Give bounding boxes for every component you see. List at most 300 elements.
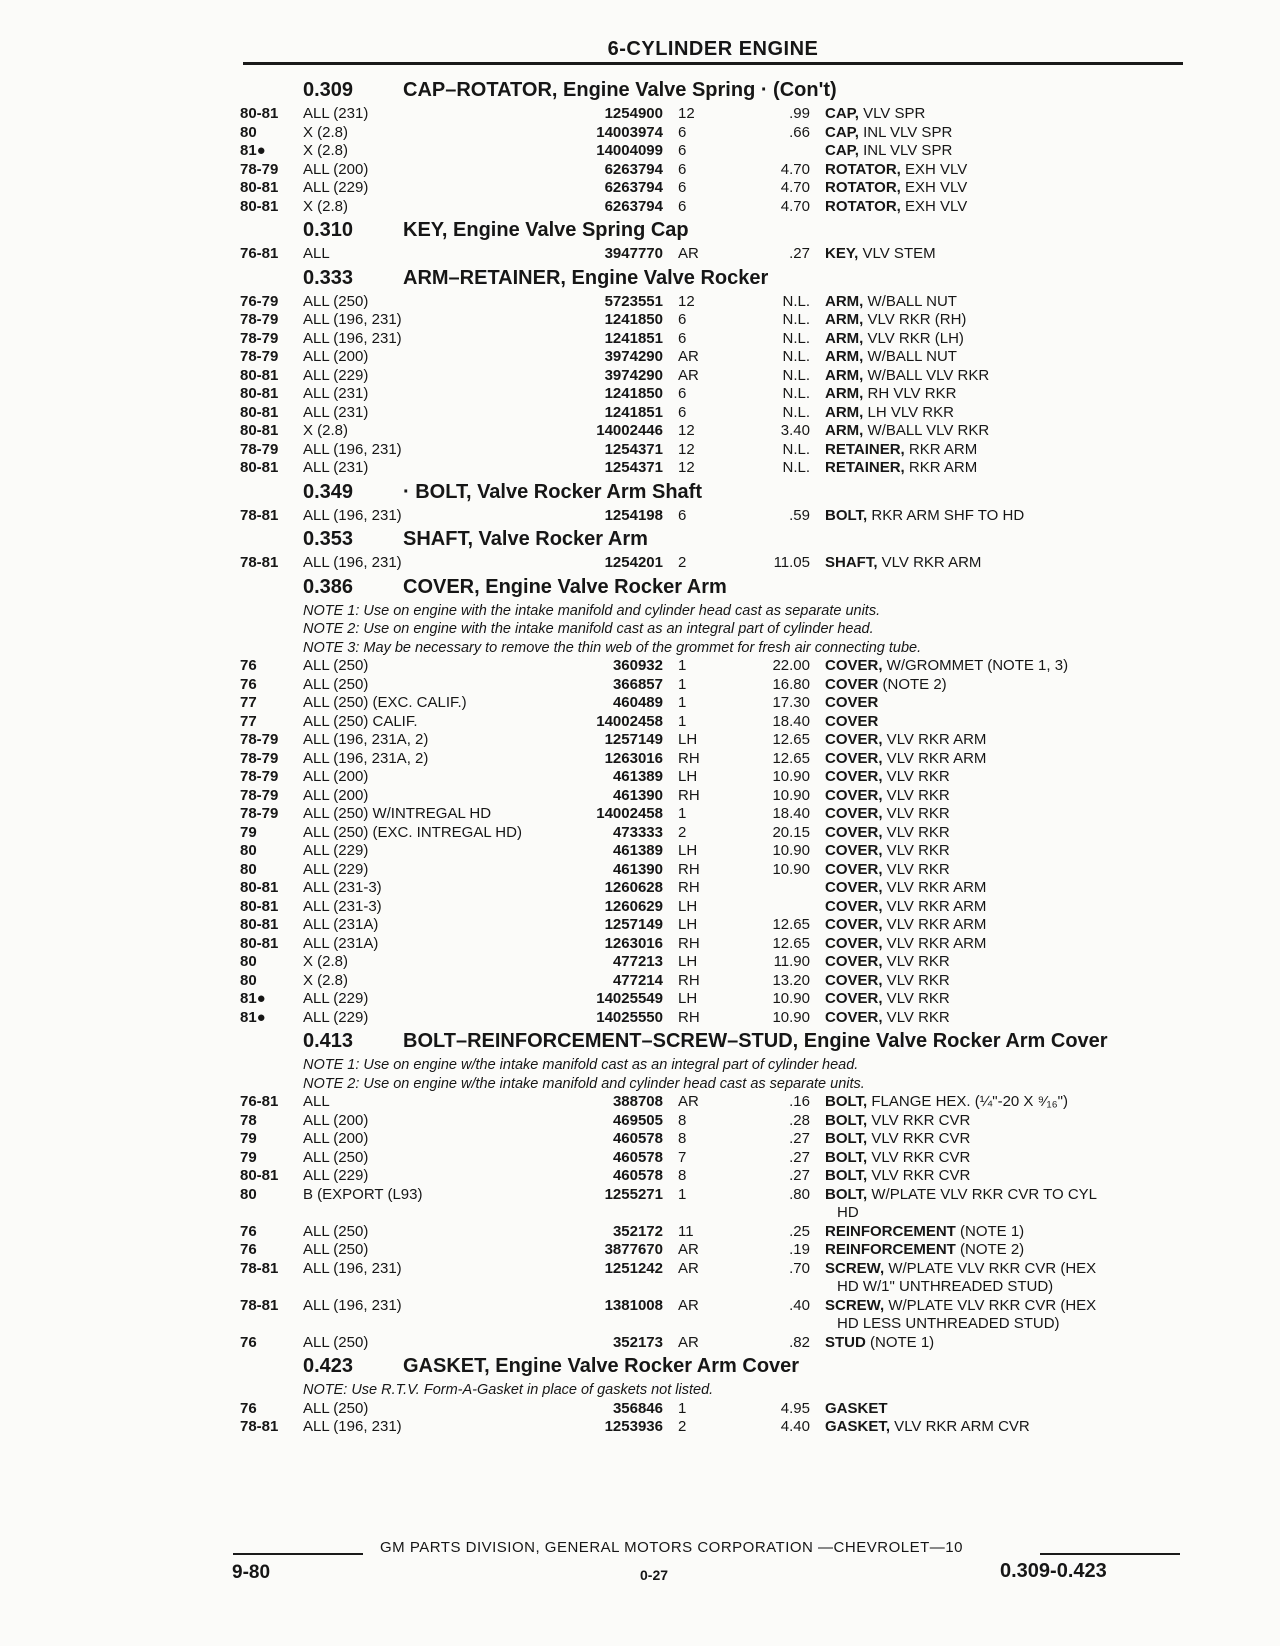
description-line [825,124,1185,143]
description-text: VLV RKR [882,860,950,878]
footer-section-range: 0.309-0.423 [1000,1560,1107,1582]
description-continuation: HD [837,1204,859,1221]
section-note: NOTE 1: Use on engine with the intake manifold and cylinder head cast as separate units. [303,602,881,619]
application: ALL (229) [303,1008,369,1026]
description-line [825,1009,1185,1028]
description-line [825,1093,1185,1112]
description-text: RKR ARM [904,459,978,476]
application: B (EXPORT (L93) [303,1185,423,1203]
part-number: 14002458 [596,712,663,730]
model-year: 80-81 [240,916,279,933]
price: .25 [789,1222,810,1240]
model-year: 81● [240,142,266,159]
description-keyword: SHAFT, [825,554,878,571]
section-header [240,76,1185,105]
part-number: 1260629 [604,897,663,915]
description-continuation: HD W/1" UNTHREADED STUD) [837,1278,1054,1295]
price: 4.40 [780,1418,810,1435]
price: 4.70 [780,179,810,196]
model-year: 80-81 [240,179,279,196]
section-title: KEY, Engine Valve Spring Cap [403,219,689,241]
description-keyword: ARM, [825,292,864,310]
description-line [825,694,1185,713]
description [825,898,1185,917]
application: ALL (229) [303,842,369,859]
application: ALL (250) [303,1399,369,1417]
price: 20.15 [772,823,810,841]
model-year: 80-81 [240,366,279,384]
part-number: 461389 [612,842,663,859]
model-year: 80-81 [240,197,279,215]
description [825,879,1185,898]
part-row [240,124,1185,143]
footer-page-number: 0-27 [640,1567,669,1583]
section-number: 0.349 [303,480,354,503]
part-row [240,1093,1185,1112]
application: ALL (250) [303,1333,369,1351]
part-number: 477213 [612,953,663,970]
part-row [240,161,1185,180]
description-line [825,348,1185,367]
description-keyword: COVER, [825,897,883,915]
part-row [240,787,1185,806]
price: .66 [789,123,810,141]
application: ALL (250) W/INTREGAL HD [303,805,492,822]
part-number: 5723551 [604,292,663,310]
price: 4.70 [780,160,810,178]
part-number: 14002446 [596,422,663,439]
description [825,293,1185,312]
application: ALL (196, 231) [303,506,402,524]
quantity: RH [678,786,700,804]
description-line [825,311,1185,330]
section-number: 0.423 [303,1355,354,1377]
part-row [240,916,1185,935]
description-text: VLV RKR [882,1008,950,1026]
part-number: 360932 [612,657,663,674]
model-year: 78-79 [240,749,279,767]
quantity: LH [678,990,698,1007]
section-note: NOTE 2: Use on engine w/the intake manifold and cylinder head cast as separate units. [303,1075,865,1092]
description-keyword: COVER, [825,842,883,859]
description-keyword: ARM, [825,385,864,402]
quantity: 11 [678,1222,694,1240]
section-title: GASKET, Engine Valve Rocker Arm Cover [403,1355,800,1377]
part-number: 14002458 [596,805,663,822]
price: 12.65 [772,934,810,952]
description-line [825,842,1185,861]
part-number: 1241850 [604,385,663,402]
price: .27 [789,1130,810,1147]
model-year: 80-81 [240,934,279,952]
application: ALL (231A) [303,916,379,933]
part-number: 14003974 [596,123,663,141]
description-text: W/PLATE VLV RKR CVR (HEX [884,1296,1097,1314]
description-text: VLV RKR (RH) [863,311,967,328]
description-text: W/BALL NUT [863,348,957,365]
price: 3.40 [780,422,810,439]
description [825,245,1185,264]
description-line [825,787,1185,806]
part-number: 3947770 [604,245,663,262]
model-year: 78-79 [240,160,279,178]
model-year: 76-79 [240,292,279,310]
description-text: EXH VLV [900,179,968,196]
description-line [825,142,1185,161]
description [825,142,1185,161]
description [825,1149,1185,1168]
part-row [240,1149,1185,1168]
section-note: NOTE 1: Use on engine w/the intake manifold cast as an integral part of cylinder head. [303,1057,859,1073]
model-year: 80-81 [240,897,279,915]
application: ALL (250) CALIF. [303,712,418,730]
description-text: (NOTE 2) [955,1241,1025,1258]
price: 10.90 [772,990,810,1007]
part-row [240,142,1185,161]
part-row [240,245,1185,264]
part-row [240,805,1185,824]
application: ALL (196, 231) [303,1296,402,1314]
quantity: 6 [678,311,687,328]
model-year: 80-81 [240,879,279,896]
description-keyword: SCREW, [825,1259,885,1277]
description [825,348,1185,367]
quantity: RH [678,934,700,952]
description-text: INL VLV SPR [858,142,953,159]
description-keyword: BOLT, [825,1111,868,1129]
description-keyword: ARM, [825,422,864,439]
quantity: 6 [678,329,687,347]
description-text: FLANGE HEX. (¼"-20 X ⁹⁄₁₆") [867,1093,1068,1110]
quantity: AR [678,1259,699,1277]
model-year: 79 [240,823,257,841]
model-year: 80-81 [240,422,279,439]
description-keyword: COVER, [825,1008,883,1026]
quantity: 2 [678,1418,687,1435]
description-text: VLV RKR [882,823,950,841]
description-line [825,898,1185,917]
description-line [825,179,1185,198]
part-number: 1254371 [604,459,663,476]
quantity: AR [678,1093,699,1110]
description-text: VLV RKR ARM [882,934,987,952]
application: ALL (250) (EXC. CALIF.) [303,694,467,711]
price: 18.40 [772,712,810,730]
application: ALL (196, 231) [303,311,402,328]
part-row [240,953,1185,972]
description [825,750,1185,769]
model-year: 78-81 [240,506,279,524]
application: ALL (196, 231) [303,554,402,571]
price: N.L. [782,440,810,458]
description [825,1186,1185,1223]
part-row [240,1130,1185,1149]
model-year: 78-79 [240,786,279,804]
price: 22.00 [772,657,810,674]
part-number: 1255271 [604,1185,663,1203]
quantity: 6 [678,197,687,215]
part-number: 1254371 [604,440,663,458]
application: ALL (231) [303,403,369,421]
application: ALL (200) [303,1130,369,1147]
description-text: VLV RKR CVR [867,1148,971,1166]
part-row [240,1297,1185,1334]
part-number: 352173 [612,1333,663,1351]
price: N.L. [782,459,810,476]
model-year: 80 [240,123,257,141]
model-year: 78-81 [240,1418,279,1435]
description-text: W/BALL VLV RKR [863,422,990,439]
price: .16 [789,1093,810,1110]
description [825,1297,1185,1334]
description [825,330,1185,349]
quantity: 6 [678,385,687,402]
description [825,768,1185,787]
part-number: 1241851 [604,329,663,347]
price: 12.65 [772,916,810,933]
part-row [240,1186,1185,1223]
quantity: 1 [678,675,687,693]
model-year: 80-81 [240,385,279,402]
description-text: VLV RKR [882,805,950,822]
description-line [825,861,1185,880]
description-line [825,1223,1185,1242]
part-number: 14025549 [596,990,663,1007]
price: .40 [789,1296,810,1314]
description-keyword: COVER [825,694,879,711]
part-number: 366857 [612,675,663,693]
quantity: 8 [678,1167,687,1184]
description-keyword: REINFORCEMENT [825,1241,956,1258]
application: ALL (196, 231) [303,329,402,347]
quantity: 12 [678,459,695,476]
part-row [240,750,1185,769]
description-keyword: BOLT, [825,1148,868,1166]
model-year: 79 [240,1130,257,1147]
quantity: AR [678,1241,699,1258]
application: X (2.8) [303,197,349,215]
part-row [240,879,1185,898]
description [825,422,1185,441]
price: N.L. [782,403,810,421]
part-row [240,554,1185,573]
description [825,1418,1185,1437]
section-header [240,573,1185,602]
part-row [240,824,1185,843]
description-keyword: ARM, [825,329,864,347]
application: ALL (196, 231) [303,1259,402,1277]
description [825,1400,1185,1419]
part-row [240,330,1185,349]
description-text: VLV RKR ARM CVR [890,1418,1030,1435]
application: ALL (231-3) [303,879,382,896]
description [825,179,1185,198]
section-note: NOTE 3: May be necessary to remove the thin web of the grommet for fresh air connecting tube. [303,639,922,656]
quantity: LH [678,842,698,859]
quantity: AR [678,1296,699,1314]
description-line [825,935,1185,954]
model-year: 78-79 [240,768,279,785]
part-number: 3974290 [604,366,663,384]
quantity: LH [678,953,698,970]
description-keyword: COVER, [825,823,883,841]
model-year: 80 [240,953,257,970]
description-line [825,1186,1185,1205]
model-year: 80-81 [240,1167,279,1184]
model-year: 78-79 [240,329,279,347]
section-header [240,478,1185,507]
application: ALL (229) [303,860,369,878]
section-title: BOLT–REINFORCEMENT–SCREW–STUD, Engine Valve Rocker Arm Cover [403,1030,1108,1052]
part-row [240,404,1185,423]
description-line [825,953,1185,972]
part-number: 6263794 [604,197,663,215]
description [825,713,1185,732]
part-row [240,842,1185,861]
section-number: 0.413 [303,1030,354,1052]
description-line [825,768,1185,787]
part-row [240,972,1185,991]
price: 18.40 [772,805,810,822]
price: .28 [789,1111,810,1129]
price: 17.30 [772,694,810,711]
price: 12.65 [772,749,810,767]
description [825,842,1185,861]
description [825,124,1185,143]
part-number: 1257149 [604,731,663,748]
part-number: 1260628 [604,879,663,896]
description-line [825,1334,1185,1353]
price: N.L. [782,385,810,402]
description-keyword: COVER [825,675,879,693]
description [825,385,1185,404]
application: ALL (250) [303,1241,369,1258]
model-year: 76 [240,657,257,674]
description-keyword: KEY, [825,245,859,262]
part-number: 460578 [612,1167,663,1184]
application: ALL (231) [303,459,369,476]
description-line [825,879,1185,898]
description [825,1093,1185,1112]
description-keyword: CAP, [825,123,859,141]
description-line [825,750,1185,769]
part-row [240,1241,1185,1260]
model-year: 80 [240,842,257,859]
part-number: 469505 [612,1111,663,1129]
price: N.L. [782,366,810,384]
description-keyword: COVER, [825,786,883,804]
application: ALL (200) [303,160,369,178]
description-keyword: COVER [825,712,879,730]
description-line [825,1167,1185,1186]
quantity: LH [678,916,698,933]
price: .70 [789,1259,810,1277]
description-line [825,676,1185,695]
description-line [825,1260,1185,1279]
description [825,367,1185,386]
part-number: 14004099 [596,142,663,159]
description-text: VLV SPR [858,105,926,122]
price: 10.90 [772,842,810,859]
quantity: 6 [678,160,687,178]
model-year: 77 [240,694,257,711]
description-line [825,805,1185,824]
description [825,404,1185,423]
quantity: 6 [678,179,687,196]
model-year: 76 [240,1241,257,1258]
description-line [825,1112,1185,1131]
model-year: 81● [240,990,266,1007]
description-keyword: ARM, [825,403,864,421]
part-number: 1254198 [604,506,663,524]
part-row [240,1112,1185,1131]
description-keyword: COVER, [825,916,883,933]
section-title: SHAFT, Valve Rocker Arm [403,528,648,550]
quantity: 12 [678,440,695,458]
quantity: 6 [678,403,687,421]
part-row [240,1223,1185,1242]
part-row [240,385,1185,404]
section-header [240,264,1185,293]
description-keyword: COVER, [825,768,883,785]
quantity: 2 [678,554,687,571]
description-keyword: ROTATOR, [825,160,901,178]
description [825,1009,1185,1028]
description-text: VLV RKR (LH) [863,329,964,347]
description-text: VLV RKR [882,971,950,989]
description-keyword: COVER, [825,990,883,1007]
section-header [240,216,1185,245]
description-line [825,824,1185,843]
quantity: RH [678,749,700,767]
description-line [825,105,1185,124]
quantity: 1 [678,694,687,711]
application: ALL (200) [303,1111,369,1129]
application: ALL (200) [303,348,369,365]
description-keyword: COVER, [825,879,883,896]
description-text: VLV RKR ARM [882,879,987,896]
model-year: 78-81 [240,1259,279,1277]
part-number: 460578 [612,1148,663,1166]
application: ALL (196, 231) [303,1418,402,1435]
description-keyword: RETAINER, [825,440,905,458]
price: .27 [789,1148,810,1166]
description-line [825,1297,1185,1316]
part-row [240,657,1185,676]
description-text: RKR ARM [904,440,978,458]
application: ALL (231) [303,105,369,122]
description [825,824,1185,843]
description-text: VLV RKR CVR [867,1111,971,1129]
description-text: VLV STEM [858,245,936,262]
description-continuation: HD LESS UNTHREADED STUD) [837,1315,1060,1332]
part-row [240,105,1185,124]
model-year: 78-79 [240,311,279,328]
part-row [240,459,1185,478]
model-year: 79 [240,1148,257,1166]
description-text: EXH VLV [900,197,968,215]
part-row [240,861,1185,880]
description-keyword: CAP, [825,142,859,159]
description [825,1167,1185,1186]
description [825,1241,1185,1260]
description-line [825,554,1185,573]
description-text: RH VLV RKR [863,385,957,402]
description-line [825,198,1185,217]
quantity: 12 [678,105,695,122]
description-line [825,1149,1185,1168]
price: N.L. [782,329,810,347]
